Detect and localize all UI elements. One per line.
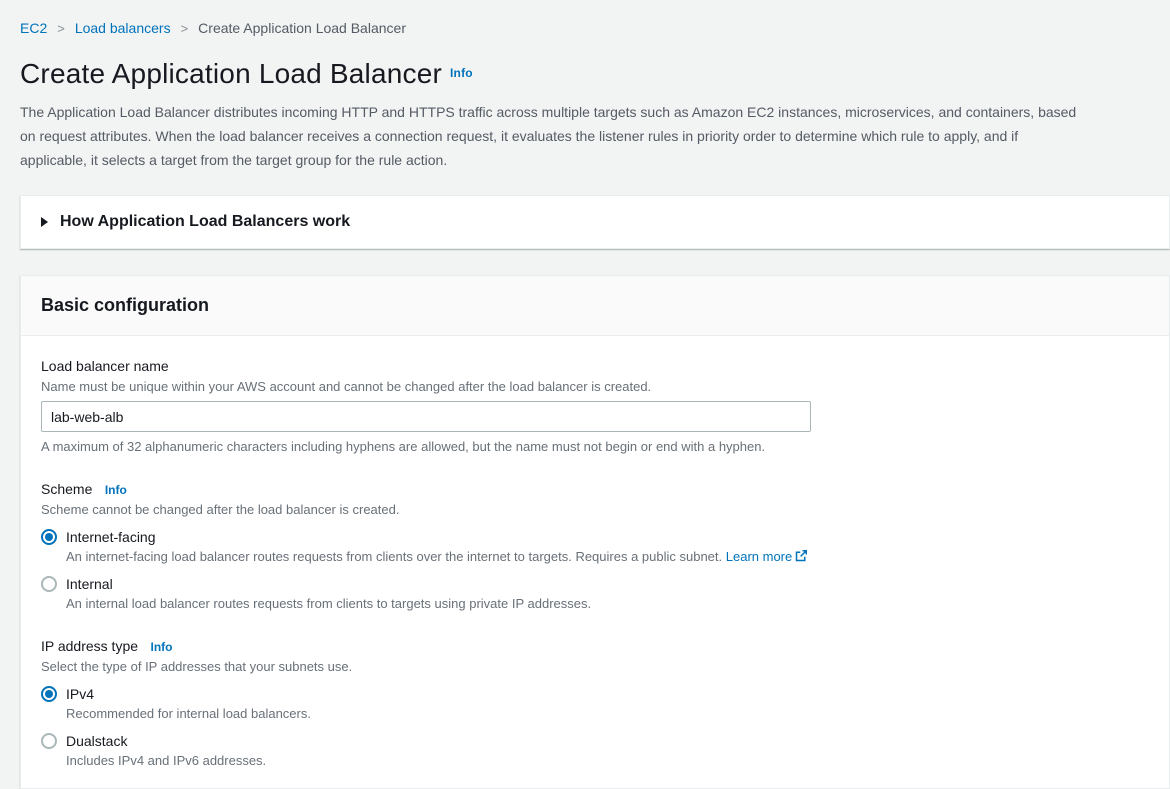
scheme-description: Scheme cannot be changed after the load balancer is created.: [41, 502, 400, 517]
ip-address-type-label: IP address type: [41, 638, 139, 654]
radio-unselected-icon[interactable]: [41, 576, 57, 592]
basic-configuration-header: [21, 276, 1169, 336]
load-balancer-name-description: Name must be unique within your AWS account and cannot be changed after the load balancer is created.: [41, 379, 652, 394]
ip-type-option-ipv4-label: IPv4: [66, 686, 95, 702]
intro-paragraph: [20, 100, 1077, 172]
breadcrumb-separator-icon: >: [180, 20, 189, 36]
load-balancer-name-constraint: A maximum of 32 alphanumeric characters including hyphens are allowed, but the name must not begin or end with a hyphen.: [41, 439, 766, 454]
intro-line: The Application Load Balancer distributes incoming HTTP and HTTPS traffic across multiple targets such as Amazon EC2 instances, microservices, and containers, based: [20, 104, 1077, 120]
ip-type-option-ipv4[interactable]: [41, 686, 1149, 702]
expander-title: How Application Load Balancers work: [60, 213, 351, 230]
basic-configuration-title: Basic configuration: [41, 295, 210, 315]
caret-right-icon: [41, 217, 48, 227]
ip-address-type-description: Select the type of IP addresses that your subnets use.: [41, 659, 353, 674]
scheme-option-internal-label: Internal: [66, 576, 113, 592]
intro-line: on request attributes. When the load balancer receives a connection request, it evaluates the listener rules in priority order to determine which rule to apply, and if: [20, 128, 1019, 144]
ip-address-type-group: [41, 638, 1149, 768]
scheme-option-internal[interactable]: [41, 576, 1149, 592]
learn-more-link[interactable]: [726, 549, 807, 564]
title-info-link[interactable]: Info: [450, 66, 473, 80]
breadcrumb-link-ec2[interactable]: EC2: [20, 20, 48, 36]
breadcrumb-link-load-balancers[interactable]: Load balancers: [74, 20, 171, 36]
load-balancer-name-field: [41, 358, 1149, 454]
ip-type-option-ipv4-description: Recommended for internal load balancers.: [66, 706, 311, 721]
ip-address-type-info-link[interactable]: Info: [150, 640, 173, 654]
basic-configuration-card: [20, 275, 1170, 789]
breadcrumb-separator-icon: >: [57, 20, 65, 36]
radio-selected-icon[interactable]: [41, 686, 57, 702]
scheme-option-internet-facing-description-text: An internet-facing load balancer routes requests from clients over the internet to targets. Requires a public subnet.: [66, 549, 723, 564]
radio-selected-icon[interactable]: [41, 529, 57, 545]
page-title-text: Create Application Load Balancer: [20, 58, 443, 89]
scheme-label: Scheme: [41, 481, 93, 497]
external-link-icon: [795, 550, 807, 562]
ip-type-option-dualstack[interactable]: [41, 733, 1149, 749]
learn-more-label: Learn more: [725, 549, 793, 564]
load-balancer-name-label: Load balancer name: [41, 358, 169, 374]
scheme-option-internet-facing[interactable]: [41, 529, 1149, 545]
breadcrumb: [20, 20, 979, 36]
page-title: [20, 58, 979, 90]
scheme-option-internal-description: An internal load balancer routes requests from clients to targets using private IP addresses.: [66, 596, 592, 611]
scheme-group: [41, 481, 1149, 611]
intro-line: applicable, it selects a target from the target group for the rule action.: [20, 152, 448, 168]
scheme-info-link[interactable]: Info: [104, 483, 127, 497]
ip-type-option-dualstack-label: Dualstack: [66, 733, 128, 749]
basic-configuration-body: [21, 336, 1169, 788]
scheme-option-internet-facing-description: [66, 549, 1149, 564]
scheme-option-internet-facing-label: Internet-facing: [66, 529, 156, 545]
load-balancer-name-input[interactable]: [41, 401, 811, 432]
breadcrumb-current: Create Application Load Balancer: [198, 20, 406, 36]
radio-unselected-icon[interactable]: [41, 733, 57, 749]
how-alb-works-expander[interactable]: [20, 195, 1170, 249]
ip-type-option-dualstack-description: Includes IPv4 and IPv6 addresses.: [66, 753, 267, 768]
